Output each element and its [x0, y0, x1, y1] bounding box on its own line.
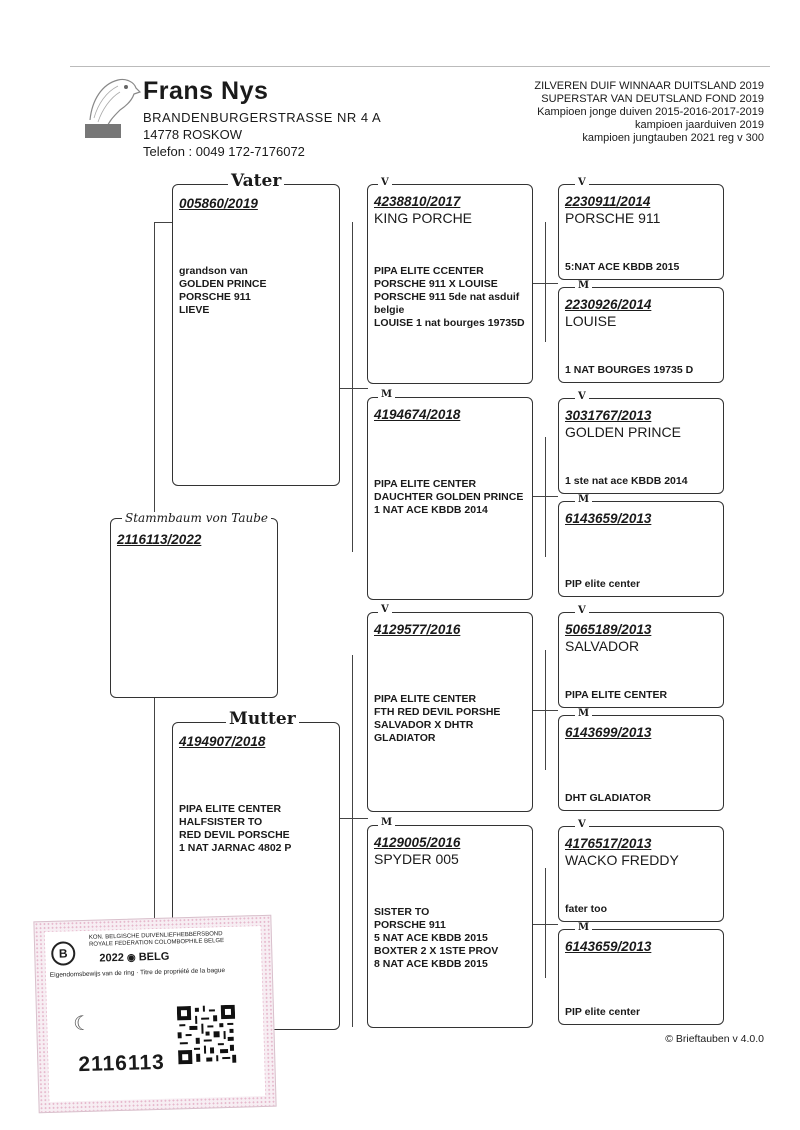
mother-ring: 4194907/2018	[179, 734, 266, 749]
great-grandparent-box	[558, 715, 724, 811]
father-ring: 005860/2019	[179, 196, 258, 211]
header-rule	[70, 66, 770, 67]
card-year: 2022	[99, 951, 125, 965]
title-line: Kampioen jonge duiven 2015-2016-2017-2019	[537, 106, 764, 118]
connector	[340, 388, 368, 389]
great-grandparent-box	[558, 826, 724, 922]
subject-ring: 2116113/2022	[117, 532, 202, 547]
breeder-titles	[534, 80, 764, 145]
great-grandparent-box	[558, 929, 724, 1025]
card-title: Eigendomsbewijs van de ring · Titre de propriété de la bague	[49, 967, 226, 979]
connector	[154, 222, 172, 223]
grandparent-info: PIPA ELITE CCENTER PORSCHE 911 X LOUISE PORSCHE 911 5de nat asduif belgie LOUISE 1 nat bourges 19735D	[374, 265, 525, 329]
great-grandparent-info: PIP elite center	[565, 1006, 641, 1018]
grandparent-ring: 4194674/2018	[374, 407, 461, 422]
great-grandparent-name: LOUISE	[565, 313, 617, 329]
connector	[533, 496, 558, 497]
father-box	[172, 184, 340, 486]
great-grandparent-info: PIPA ELITE CENTER	[565, 689, 668, 701]
connector	[545, 868, 546, 978]
sex-label: V	[575, 606, 589, 616]
breeder-city: 14778 ROSKOW	[143, 127, 242, 142]
great-grandparent-ring: 4176517/2013	[565, 836, 652, 851]
title-line: kampioen jaarduiven 2019	[634, 119, 764, 131]
subject-label: Stammbaum von Taube	[122, 512, 271, 524]
grandparent-ring: 4129005/2016	[374, 835, 461, 850]
great-grandparent-ring: 6143699/2013	[565, 725, 652, 740]
grandparent-info: PIPA ELITE CENTER FTH RED DEVIL PORSHE SALVADOR X DHTR GLADIATOR	[374, 693, 501, 744]
great-grandparent-name: SALVADOR	[565, 638, 640, 654]
sex-label: V	[378, 605, 392, 615]
card-year-country	[99, 951, 169, 965]
pigeon-logo-icon: ◉	[126, 952, 136, 964]
ring-ownership-card	[33, 915, 276, 1114]
connector	[533, 283, 558, 284]
grandparent-box	[367, 612, 533, 812]
great-grandparent-info: fater too	[565, 903, 607, 915]
father-info: grandson van GOLDEN PRINCE PORSCHE 911 LIEVE	[179, 265, 267, 316]
sex-label: M	[575, 281, 592, 291]
great-grandparent-name: GOLDEN PRINCE	[565, 424, 681, 440]
title-line: SUPERSTAR VAN DEUTSLAND FOND 2019	[541, 93, 764, 105]
great-grandparent-ring: 2230911/2014	[565, 194, 651, 209]
connector	[545, 222, 546, 342]
great-grandparent-info: 5:NAT ACE KBDB 2015	[565, 261, 680, 273]
great-grandparent-info: PIP elite center	[565, 578, 641, 590]
connector	[545, 437, 546, 557]
breeder-name: Frans Nys	[143, 77, 269, 105]
grandparent-name: SPYDER 005	[374, 851, 459, 867]
card-ring-number: 2116113	[78, 1050, 166, 1077]
grandparent-box	[367, 825, 533, 1028]
sex-label: V	[575, 392, 589, 402]
sex-label: M	[378, 390, 395, 400]
moon-icon: ☾	[72, 1012, 92, 1036]
connector	[352, 655, 353, 1027]
sex-label: V	[575, 820, 589, 830]
title-line: kampioen jungtauben 2021 reg v 300	[582, 132, 764, 144]
card-body	[45, 926, 266, 1102]
connector	[352, 222, 353, 552]
grandparent-info: SISTER TO PORSCHE 911 5 NAT ACE KBDB 2015 BOXTER 2 X 1STE PROV 8 NAT ACE KBDB 2015	[374, 906, 499, 970]
mother-label: Mutter	[226, 711, 299, 728]
copyright: © Brieftauben v 4.0.0	[665, 1033, 764, 1045]
sex-label: M	[575, 495, 592, 505]
great-grandparent-ring: 2230926/2014	[565, 297, 652, 312]
great-grandparent-ring: 6143659/2013	[565, 939, 652, 954]
sex-label: M	[378, 818, 395, 828]
great-grandparent-info: DHT GLADIATOR	[565, 792, 651, 804]
great-grandparent-ring: 3031767/2013	[565, 408, 652, 423]
great-grandparent-box	[558, 287, 724, 383]
great-grandparent-info: 1 ste nat ace KBDB 2014	[565, 475, 688, 487]
great-grandparent-box	[558, 184, 724, 280]
great-grandparent-box	[558, 612, 724, 708]
sex-label: M	[575, 923, 592, 933]
great-grandparent-ring: 6143659/2013	[565, 511, 652, 526]
grandparent-ring: 4238810/2017	[374, 194, 461, 209]
father-label: Vater	[228, 173, 284, 190]
pigeon-head-icon	[80, 70, 142, 132]
belgium-badge: B	[51, 941, 76, 966]
great-grandparent-box	[558, 501, 724, 597]
qr-code-icon	[177, 1005, 237, 1065]
grandparent-box	[367, 397, 533, 600]
great-grandparent-name: PORSCHE 911	[565, 210, 661, 226]
logo-bar	[85, 124, 121, 138]
great-grandparent-name: WACKO FREDDY	[565, 852, 679, 868]
great-grandparent-box	[558, 398, 724, 494]
mother-info: PIPA ELITE CENTER HALFSISTER TO RED DEVIL PORSCHE 1 NAT JARNAC 4802 P	[179, 803, 292, 854]
title-line: ZILVEREN DUIF WINNAAR DUITSLAND 2019	[534, 80, 764, 92]
connector	[340, 818, 368, 819]
sex-label: V	[378, 178, 392, 188]
connector	[533, 710, 558, 711]
great-grandparent-info: 1 NAT BOURGES 19735 D	[565, 364, 694, 376]
grandparent-name: KING PORCHE	[374, 210, 473, 226]
grandparent-ring: 4129577/2016	[374, 622, 461, 637]
grandparent-info: PIPA ELITE CENTER DAUCHTER GOLDEN PRINCE 1 NAT ACE KBDB 2014	[374, 478, 524, 516]
connector	[533, 924, 558, 925]
grandparent-box	[367, 184, 533, 384]
card-organisation: KON. BELGISCHE DUIVENLIEFHEBBERSBOND ROYALE FEDERATION COLOMBOPHILE BELGE	[88, 931, 225, 948]
card-country: BELG	[138, 950, 170, 964]
sex-label: M	[575, 709, 592, 719]
breeder-street: BRANDENBURGERSTRASSE NR 4 A	[143, 110, 382, 125]
subject-box	[110, 518, 278, 698]
sex-label: V	[575, 178, 589, 188]
great-grandparent-ring: 5065189/2013	[565, 622, 652, 637]
breeder-phone: Telefon : 0049 172-7176072	[143, 144, 305, 159]
